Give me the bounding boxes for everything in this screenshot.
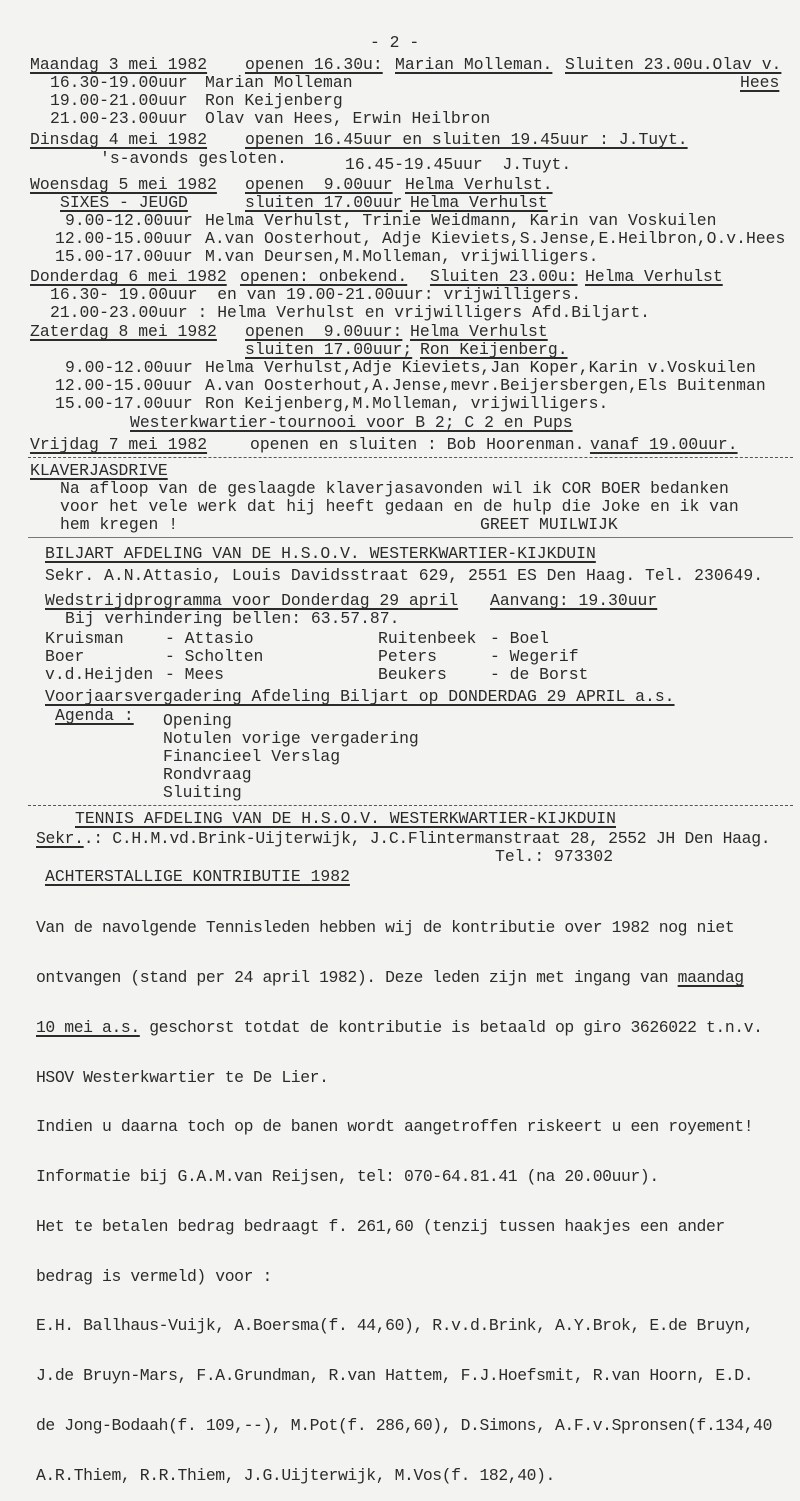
saturday-open-by: Helma Verhulst — [410, 322, 548, 341]
body-underlined: maandag — [677, 967, 744, 987]
tuesday-hours: openen 16.45uur en sluiten 19.45uur : J.Tuyt. — [245, 130, 688, 149]
body-line: bedrag is vermeld) voor : — [36, 1266, 272, 1286]
body-line: Indien u daarna toch op de banen wordt aangetroffen riskeert u een royement! — [36, 1117, 754, 1137]
slot-names: Helma Verhulst,Adje Kieviets,Jan Koper,Karin v.Voskuilen — [205, 358, 756, 377]
wednesday-close-by: Helma Verhulst — [410, 193, 548, 212]
divider — [28, 805, 793, 806]
match-away: - Scholten — [165, 647, 264, 666]
wednesday-open-by: Helma Verhulst. — [405, 175, 553, 194]
slot-time: 9.00-12.00uur — [65, 211, 193, 230]
body-line: Het te betalen bedrag bedraagt f. 261,60 (tenzij tussen haakjes een ander — [36, 1216, 725, 1236]
thursday-line: 16.30- 19.00uur en van 19.00-21.00uur: vrijwilligers. — [50, 285, 582, 304]
klaverjas-title: KLAVERJASDRIVE — [30, 461, 168, 480]
match-home: Beukers — [378, 665, 447, 684]
arrears-title: ACHTERSTALLIGE KONTRIBUTIE 1982 — [45, 867, 350, 886]
arrears-body — [36, 887, 772, 1501]
divider — [28, 457, 793, 458]
match-home: Kruisman — [45, 629, 124, 648]
thursday-close-by: Helma Verhulst — [585, 267, 723, 286]
body-line: Van de navolgende Tennisleden hebben wij de kontributie over 1982 nog niet — [36, 918, 735, 938]
friday-text: openen en sluiten : Bob Hoorenman. — [250, 435, 585, 454]
divider — [28, 537, 793, 538]
klaverjas-line: voor het vele werk dat hij heeft gedaan en de hulp die Joke en ik van — [60, 497, 739, 516]
match-away: - de Borst — [490, 665, 589, 684]
tuesday-slot: 16.45-19.45uur J.Tuyt. — [345, 155, 572, 174]
thursday-date: Donderdag 6 mei 1982 — [30, 267, 227, 286]
slot-time: 21.00-23.00uur — [50, 109, 188, 128]
slot-time: 16.30-19.00uur — [50, 73, 188, 92]
monday-date: Maandag 3 mei 1982 — [30, 55, 208, 74]
slot-names: A.van Oosterhout, Adje Kieviets,S.Jense,E.Heilbron,O.v.Hees — [205, 229, 786, 248]
wednesday-date: Woensdag 5 mei 1982 — [30, 175, 217, 194]
body-underlined: 10 mei a.s. — [36, 1017, 140, 1037]
slot-time: 12.00-15.00uur — [55, 376, 193, 395]
thursday-line: 21.00-23.00uur : Helma Verhulst en vrijwilligers Afd.Biljart. — [50, 303, 650, 322]
klaverjas-line: hem kregen ! — [60, 515, 179, 534]
slot-names: A.van Oosterhout,A.Jense,mevr.Beijersbergen,Els Buitenman — [205, 376, 766, 395]
body-line: E.H. Ballhaus-Vuijk, A.Boersma(f. 44,60), R.v.d.Brink, A.Y.Brok, E.de Bruyn, — [36, 1316, 754, 1336]
monday-open-by: Marian Molleman. — [395, 55, 553, 74]
tuesday-note: 's-avonds gesloten. — [100, 149, 287, 168]
saturday-date: Zaterdag 8 mei 1982 — [30, 322, 217, 341]
tennis-secretary: .: C.H.M.vd.Brink-Uijterwijk, J.C.Flintermanstraat 28, 2552 JH Den Haag. — [83, 829, 771, 848]
klaverjas-line: Na afloop van de geslaagde klaverjasavonden wil ik COR BOER bedanken — [60, 479, 729, 498]
slot-names: Ron Keijenberg — [205, 91, 343, 110]
slot-time: 15.00-17.00uur — [55, 394, 193, 413]
monday-close-by: Hees — [740, 73, 780, 92]
body-text: geschorst totdat de kontributie is betaald op giro 3626022 t.n.v. — [139, 1017, 763, 1037]
slot-time: 15.00-17.00uur — [55, 247, 193, 266]
slot-names: Marian Molleman — [205, 73, 353, 92]
match-away: - Wegerif — [490, 647, 579, 666]
slot-time: 9.00-12.00uur — [65, 358, 193, 377]
saturday-close-by: Ron Keijenberg. — [420, 340, 568, 359]
match-home: Peters — [378, 647, 438, 666]
slot-names: Helma Verhulst, Trinie Weidmann, Karin van Voskuilen — [205, 211, 717, 230]
body-line: de Jong-Bodaah(f. 109,--), M.Pot(f. 286,60), D.Simons, A.F.v.Spronsen(f.134,40 — [36, 1416, 773, 1435]
biljart-call: Bij verhindering bellen: 63.57.87. — [65, 609, 400, 628]
wednesday-close: sluiten 17.00uur — [245, 193, 403, 212]
match-away: - Mees — [165, 665, 225, 684]
agenda-item: Sluiting — [163, 783, 242, 802]
body-line: A.R.Thiem, R.R.Thiem, J.G.Uijterwijk, M.Vos(f. 182,40). — [36, 1465, 555, 1485]
match-home: Ruitenbeek — [378, 629, 477, 648]
biljart-program-title: Wedstrijdprogramma voor Donderdag 29 april — [45, 591, 459, 610]
body-text: ontvangen (stand per 24 april 1982). Deze leden zijn met ingang van — [36, 967, 678, 987]
tennis-title: TENNIS AFDELING VAN DE H.S.O.V. WESTERKWARTIER-KIJKDUIN — [75, 809, 616, 828]
slot-names: M.van Deursen,M.Molleman, vrijwilligers. — [205, 247, 599, 266]
saturday-tournament: Westerkwartier-tournooi voor B 2; C 2 en Pups — [130, 413, 573, 432]
saturday-open: openen 9.00uur: — [245, 322, 403, 341]
friday-date: Vrijdag 7 mei 1982 — [30, 435, 208, 454]
saturday-close: sluiten 17.00uur; — [245, 340, 413, 359]
body-line: Informatie bij G.A.M.van Reijsen, tel: 070-64.81.41 (na 20.00uur). — [36, 1167, 659, 1187]
biljart-title: BILJART AFDELING VAN DE H.S.O.V. WESTERKWARTIER-KIJKDUIN — [45, 544, 596, 563]
match-away: - Boel — [490, 629, 550, 648]
agenda-item: Opening — [163, 711, 232, 730]
wednesday-event: SIXES - JEUGD — [60, 193, 188, 212]
monday-close: Sluiten 23.00u.Olav v. — [565, 55, 782, 74]
agenda-item: Rondvraag — [163, 765, 252, 784]
tennis-secretary-label: Sekr. — [36, 829, 84, 848]
match-away: - Attasio — [165, 629, 254, 648]
slot-time: 12.00-15.00uur — [55, 229, 193, 248]
biljart-meeting-title: Voorjaarsvergadering Afdeling Biljart op DONDERDAG 29 APRIL a.s. — [45, 687, 675, 706]
body-line: J.de Bruyn-Mars, F.A.Grundman, R.van Hattem, F.J.Hoefsmit, R.van Hoorn, E.D. — [36, 1366, 754, 1386]
tennis-tel: Tel.: 973302 — [495, 847, 614, 866]
body-line — [36, 1017, 772, 1037]
tennis-secretary-line — [36, 830, 770, 847]
thursday-close: Sluiten 23.00u: — [430, 267, 578, 286]
friday-from: vanaf 19.00uur. — [590, 435, 738, 454]
agenda-item: Notulen vorige vergadering — [163, 729, 419, 748]
tuesday-date: Dinsdag 4 mei 1982 — [30, 130, 208, 149]
match-home: Boer — [45, 647, 85, 666]
thursday-open: openen: onbekend. — [240, 267, 408, 286]
slot-names: Olav van Hees, Erwin Heilbron — [205, 109, 491, 128]
biljart-start: Aanvang: 19.30uur — [490, 591, 658, 610]
biljart-secretary: Sekr. A.N.Attasio, Louis Davidsstraat 629, 2551 ES Den Haag. Tel. 230649. — [45, 566, 764, 585]
body-line: HSOV Westerkwartier te De Lier. — [36, 1067, 329, 1087]
match-home: v.d.Heijden — [45, 665, 154, 684]
body-line — [36, 967, 772, 987]
wednesday-open: openen 9.00uur — [245, 175, 393, 194]
agenda-label: Agenda : — [55, 706, 134, 725]
page-number: - 2 - — [370, 33, 420, 52]
klaverjas-signature: GREET MUILWIJK — [480, 515, 618, 534]
agenda-item: Financieel Verslag — [163, 747, 341, 766]
monday-open: openen 16.30u: — [245, 55, 383, 74]
slot-names: Ron Keijenberg,M.Molleman, vrijwilligers. — [205, 394, 609, 413]
slot-time: 19.00-21.00uur — [50, 91, 188, 110]
